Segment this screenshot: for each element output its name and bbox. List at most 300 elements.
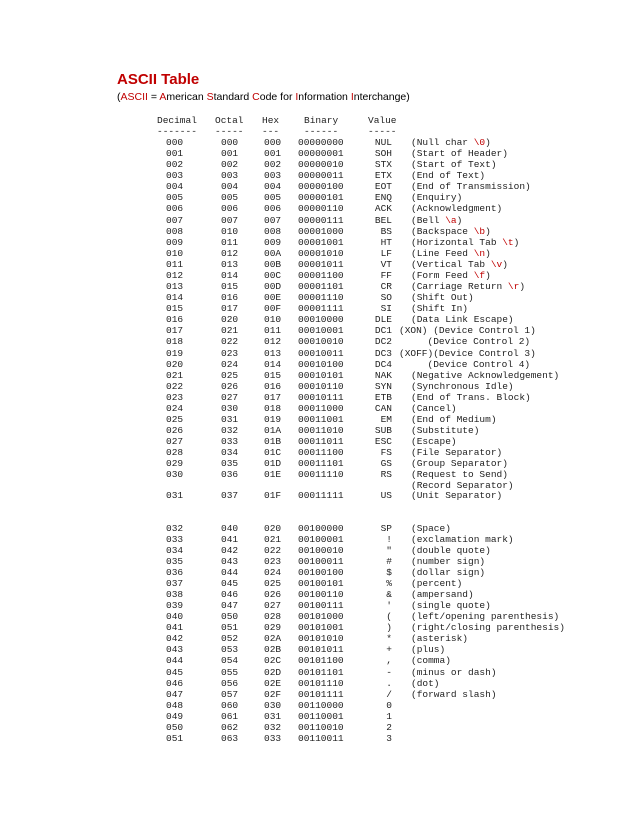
octal-cell: 036: [221, 469, 239, 481]
header-octal: Octal: [215, 115, 244, 126]
value-cell: DC4: [374, 358, 392, 370]
octal-cell: 023: [221, 347, 239, 359]
octal-cell: 016: [221, 292, 239, 304]
decimal-cell: 001: [166, 148, 184, 160]
binary-cell: 00110000: [298, 699, 344, 711]
description-text: (minus or dash): [411, 666, 497, 678]
decimal-cell: 024: [166, 402, 184, 414]
escape-sequence: \v: [490, 258, 503, 270]
hex-cell: 01F: [264, 490, 282, 501]
table-row: [0, 215, 638, 226]
decimal-cell: 028: [166, 447, 184, 459]
table-row: [0, 325, 638, 336]
octal-cell: 022: [221, 336, 239, 348]
octal-cell: 062: [221, 721, 239, 733]
decimal-cell: 039: [166, 600, 184, 612]
decimal-cell: 022: [166, 380, 184, 392]
hex-cell: 024: [264, 567, 282, 579]
hex-cell: 02D: [264, 666, 282, 678]
binary-cell: 00000011: [298, 170, 344, 182]
table-row: [0, 678, 638, 689]
hex-cell: 029: [264, 622, 282, 634]
binary-cell: 00101101: [298, 666, 344, 678]
escape-sequence: \f: [473, 269, 486, 281]
decimal-cell: 049: [166, 710, 184, 722]
hex-cell: 00E: [264, 292, 282, 304]
hex-cell: 001: [264, 148, 282, 160]
description-text: (Data Link Escape): [411, 314, 514, 326]
description-text: (End of Medium): [411, 414, 497, 425]
description-text: (comma): [411, 655, 451, 667]
binary-cell: 00000010: [298, 159, 344, 171]
description-cell: [411, 556, 485, 567]
description-text: (Start of Header): [411, 148, 508, 160]
table-row: [0, 545, 638, 556]
header-binary: Binary: [304, 115, 339, 126]
decimal-cell: 008: [166, 225, 184, 237]
hex-cell: 015: [264, 369, 282, 381]
description-text: (Start of Text): [411, 159, 497, 171]
description-text: (left/opening parenthesis): [411, 611, 560, 623]
description-cell: [411, 490, 502, 501]
table-row: [0, 281, 638, 292]
description-cell: [411, 469, 508, 480]
decimal-cell: 012: [166, 269, 184, 281]
subtitle-segment: ASCII: [120, 91, 148, 103]
octal-cell: 043: [221, 556, 239, 568]
octal-cell: 021: [221, 325, 239, 337]
description-close: ): [485, 137, 491, 148]
table-row: [0, 711, 638, 722]
octal-cell: 052: [221, 633, 239, 645]
table-row: [0, 689, 638, 700]
hex-cell: 02A: [264, 633, 282, 645]
value-cell: -: [386, 666, 392, 678]
binary-cell: 00010100: [298, 358, 344, 370]
subtitle-segment: C: [252, 91, 260, 103]
table-row: [0, 303, 638, 314]
table-row: [0, 425, 638, 436]
binary-cell: 00010001: [298, 325, 344, 337]
description-text: (Enquiry): [411, 192, 463, 204]
hex-cell: 014: [264, 358, 282, 370]
value-cell: *: [386, 633, 392, 645]
description-text: (dot): [411, 677, 440, 689]
binary-cell: 00100011: [298, 556, 344, 568]
description-text: (Request to Send): [411, 469, 508, 481]
binary-cell: 00011101: [298, 458, 344, 470]
value-cell: DLE: [374, 314, 392, 326]
value-cell: ': [386, 600, 392, 612]
value-cell: %: [386, 578, 392, 590]
decimal-cell: 045: [166, 666, 184, 678]
binary-cell: 00001101: [298, 281, 344, 293]
decimal-cell: 015: [166, 303, 184, 315]
octal-cell: 027: [221, 391, 239, 403]
description-text: (right/closing parenthesis): [411, 622, 565, 634]
hex-cell: 003: [264, 170, 282, 182]
description-text: (File Separator): [411, 447, 503, 459]
description-text: (Cancel): [411, 402, 457, 414]
description-text: (End of Transmission): [411, 181, 531, 193]
description-text: (exclamation mark): [411, 534, 514, 546]
octal-cell: 003: [221, 170, 239, 182]
value-cell: 3: [386, 732, 392, 744]
binary-cell: 00010000: [298, 314, 344, 326]
table-row: [0, 556, 638, 567]
description-cell: [411, 237, 519, 248]
table-row: [0, 192, 638, 203]
table-row: [0, 733, 638, 744]
value-cell: #: [386, 556, 392, 568]
binary-cell: 00110011: [298, 732, 344, 744]
decimal-cell: 043: [166, 644, 184, 656]
hex-cell: 033: [264, 732, 282, 744]
decimal-cell: 037: [166, 578, 184, 590]
hex-cell: 01C: [264, 447, 282, 459]
hex-cell: 02F: [264, 688, 282, 700]
octal-cell: 047: [221, 600, 239, 612]
table-row: [0, 414, 638, 425]
value-cell: 2: [386, 721, 392, 733]
hex-cell: 012: [264, 336, 282, 348]
description-cell: [411, 392, 531, 403]
octal-cell: 006: [221, 203, 239, 215]
decimal-cell: 033: [166, 534, 184, 546]
hex-cell: 022: [264, 545, 282, 557]
subtitle-segment: tandard: [213, 91, 253, 103]
subtitle-segment: A: [159, 91, 167, 103]
description-text: (XON) (Device Control 1): [399, 325, 536, 337]
decimal-cell: 027: [166, 436, 184, 448]
description-close: ): [485, 247, 491, 259]
subtitle-segment: S: [206, 91, 214, 103]
description-text: (Substitute): [411, 425, 480, 437]
value-cell: LF: [380, 247, 392, 259]
decimal-cell: 040: [166, 611, 184, 623]
subtitle-segment: nformation: [298, 91, 351, 103]
binary-cell: 00011001: [298, 414, 344, 425]
octal-cell: 015: [221, 281, 239, 293]
binary-cell: 00011111: [298, 490, 344, 501]
value-cell: ESC: [374, 436, 392, 448]
decimal-cell: 002: [166, 159, 184, 171]
binary-cell: 00011000: [298, 402, 344, 414]
hex-cell: 004: [264, 181, 282, 193]
decimal-cell: 011: [166, 258, 184, 270]
table-row: [0, 314, 638, 325]
binary-cell: 00001111: [298, 303, 344, 315]
table-row: [0, 148, 638, 159]
binary-cell: 00001110: [298, 292, 344, 304]
hex-cell: 032: [264, 721, 282, 733]
binary-cell: 00101001: [298, 622, 344, 634]
octal-cell: 000: [221, 137, 239, 148]
description-text: (Space): [411, 523, 451, 534]
value-cell: SUB: [374, 425, 392, 437]
description-text: (forward slash): [411, 688, 497, 700]
description-cell: [411, 447, 502, 458]
table-row: [0, 248, 638, 259]
value-cell: SP: [380, 523, 392, 534]
value-cell: $: [386, 567, 392, 579]
table-row: [0, 381, 638, 392]
description-cell: [411, 436, 457, 447]
description-text: (Device Control 2): [399, 336, 531, 348]
binary-cell: 00100001: [298, 534, 344, 546]
description-cell: [411, 655, 451, 666]
decimal-cell: 036: [166, 567, 184, 579]
description-cell: [411, 248, 491, 259]
decimal-cell: 009: [166, 236, 184, 248]
table-row: [0, 348, 638, 359]
description-cell: [411, 192, 462, 203]
value-cell: ETB: [374, 391, 392, 403]
decimal-cell: 016: [166, 314, 184, 326]
octal-cell: 010: [221, 225, 239, 237]
description-cell: [411, 667, 497, 678]
description-cell: [411, 370, 559, 381]
description-cell: [411, 622, 565, 633]
escape-sequence: \r: [507, 281, 520, 293]
description-text: (End of Trans. Block): [411, 391, 531, 403]
octal-cell: 031: [221, 414, 239, 425]
octal-cell: 007: [221, 214, 239, 226]
escape-sequence: \a: [445, 214, 457, 226]
decimal-cell: 029: [166, 458, 184, 470]
description-text: (Null char: [411, 137, 474, 148]
decimal-cell: 005: [166, 192, 184, 204]
decimal-cell: 047: [166, 688, 184, 700]
decimal-cell: 020: [166, 358, 184, 370]
octal-cell: 060: [221, 699, 239, 711]
table-row: [0, 270, 638, 281]
octal-cell: 046: [221, 589, 239, 601]
underline-binary: ------: [304, 126, 339, 137]
decimal-cell: 051: [166, 732, 184, 744]
escape-sequence: \n: [473, 247, 486, 259]
description-text: (Shift In): [411, 303, 469, 315]
description-text: (percent): [411, 578, 463, 590]
value-cell: +: [386, 644, 392, 656]
underline-decimal: -------: [157, 126, 197, 137]
binary-cell: 00100100: [298, 567, 344, 579]
subtitle-segment: =: [147, 91, 160, 103]
value-cell: US: [380, 490, 392, 501]
description-cell: [411, 534, 514, 545]
description-cell: [411, 458, 508, 469]
octal-cell: 024: [221, 358, 239, 370]
hex-cell: 00F: [264, 303, 282, 315]
value-cell: DC1: [374, 325, 392, 337]
value-cell: CR: [380, 281, 392, 293]
description-cell: [411, 314, 514, 325]
hex-cell: 030: [264, 699, 282, 711]
table-row: [0, 292, 638, 303]
decimal-cell: 026: [166, 425, 184, 437]
hex-cell: 01D: [264, 458, 282, 470]
value-cell: !: [386, 534, 392, 546]
decimal-cell: 017: [166, 325, 184, 337]
description-cell: [411, 545, 491, 556]
octal-cell: 014: [221, 269, 239, 281]
description-cell: [411, 600, 491, 611]
binary-cell: 00100000: [298, 523, 344, 534]
binary-cell: 00110001: [298, 710, 344, 722]
underline-value: -----: [368, 126, 397, 137]
binary-cell: 00000101: [298, 192, 344, 204]
hex-cell: 02C: [264, 655, 282, 667]
table-row: [0, 370, 638, 381]
value-cell: EOT: [374, 181, 392, 193]
description-cell: [411, 215, 462, 226]
hex-cell: 01A: [264, 425, 282, 437]
value-cell: SI: [380, 303, 392, 315]
octal-cell: 037: [221, 490, 239, 501]
description-text: (Synchronous Idle): [411, 380, 514, 392]
description-cell: [411, 226, 491, 237]
binary-cell: 00001001: [298, 236, 344, 248]
binary-cell: 00011100: [298, 447, 344, 459]
binary-cell: 00010110: [298, 380, 344, 392]
binary-cell: 00101010: [298, 633, 344, 645]
table-row: [0, 403, 638, 414]
escape-sequence: \t: [502, 236, 514, 248]
value-cell: VT: [380, 258, 392, 270]
value-cell: HT: [380, 236, 392, 248]
binary-cell: 00001011: [298, 258, 344, 270]
table-row: [0, 633, 638, 644]
hex-cell: 01E: [264, 469, 282, 481]
hex-cell: 031: [264, 710, 282, 722]
octal-cell: 034: [221, 447, 239, 459]
description-text: (dollar sign): [411, 567, 486, 579]
hex-cell: 00D: [264, 281, 282, 293]
hex-cell: 009: [264, 236, 282, 248]
binary-cell: 00000110: [298, 203, 344, 215]
octal-cell: 005: [221, 192, 239, 204]
hex-cell: 025: [264, 578, 282, 590]
table-row: [0, 523, 638, 534]
octal-cell: 002: [221, 159, 239, 171]
description-cell: [411, 292, 474, 303]
value-cell: 1: [386, 710, 392, 722]
hex-cell: 011: [264, 325, 282, 337]
description-text: (Bell: [411, 214, 446, 226]
octal-cell: 033: [221, 436, 239, 448]
description-text: (Horizontal Tab: [411, 236, 503, 248]
description-cell: [411, 137, 491, 148]
octal-cell: 032: [221, 425, 239, 437]
hex-cell: 007: [264, 214, 282, 226]
header-decimal: Decimal: [157, 115, 197, 126]
header-value: Value: [368, 115, 397, 126]
octal-cell: 063: [221, 732, 239, 744]
value-cell: ": [386, 545, 392, 557]
table-row: [0, 458, 638, 469]
table-row: [0, 226, 638, 237]
octal-cell: 044: [221, 567, 239, 579]
description-cell: [411, 381, 514, 392]
description-text: (single quote): [411, 600, 491, 612]
decimal-cell: 031: [166, 490, 184, 501]
description-text: (Group Separator): [411, 458, 508, 470]
table-row: [0, 589, 638, 600]
description-text: (Unit Separator): [411, 490, 503, 501]
value-cell: SO: [380, 292, 392, 304]
subtitle-segment: I: [295, 91, 299, 103]
table-row: [0, 667, 638, 678]
hex-cell: 02E: [264, 677, 282, 689]
binary-cell: 00001100: [298, 269, 344, 281]
value-cell: SYN: [374, 380, 392, 392]
description-cell: [399, 336, 530, 347]
binary-cell: 00101011: [298, 644, 344, 656]
octal-cell: 053: [221, 644, 239, 656]
value-cell: ,: [386, 655, 392, 667]
hex-cell: 00A: [264, 247, 282, 259]
subtitle-segment: ode for: [259, 91, 296, 103]
hex-cell: 028: [264, 611, 282, 623]
octal-cell: 061: [221, 710, 239, 722]
binary-cell: 00100111: [298, 600, 344, 612]
binary-cell: 00010111: [298, 391, 344, 403]
description-close: ): [485, 225, 491, 237]
description-cell: [411, 567, 485, 578]
octal-cell: 017: [221, 303, 239, 315]
description-close: ): [502, 258, 508, 270]
subtitle-segment: merican: [166, 91, 207, 103]
hex-cell: 000: [264, 137, 282, 148]
description-text: (End of Text): [411, 170, 486, 182]
description-close: ): [456, 214, 463, 226]
octal-cell: 042: [221, 545, 239, 557]
decimal-cell: 042: [166, 633, 184, 645]
binary-cell: 00011010: [298, 425, 344, 437]
binary-cell: 00010010: [298, 336, 344, 348]
table-row: [0, 700, 638, 711]
value-cell: GS: [380, 458, 392, 470]
octal-cell: 056: [221, 677, 239, 689]
value-cell: EM: [380, 414, 392, 425]
table-row: [0, 567, 638, 578]
binary-cell: 00011110: [298, 469, 344, 481]
table-row: [0, 436, 638, 447]
table-row: [0, 722, 638, 733]
description-cell: [411, 644, 445, 655]
description-text: (asterisk): [411, 633, 469, 645]
description-text: (XOFF)(Device Control 3): [399, 347, 536, 359]
table-row: [0, 447, 638, 458]
description-cell: [411, 159, 497, 170]
decimal-cell: 006: [166, 203, 184, 215]
table-row: [0, 392, 638, 403]
hex-cell: 023: [264, 556, 282, 568]
binary-cell: 00101100: [298, 655, 344, 667]
octal-cell: 054: [221, 655, 239, 667]
binary-cell: 00101000: [298, 611, 344, 623]
description-text: (ampersand): [411, 589, 474, 601]
decimal-cell: 025: [166, 414, 184, 425]
value-cell: SOH: [374, 148, 392, 160]
hex-cell: 020: [264, 523, 282, 534]
octal-cell: 055: [221, 666, 239, 678]
value-cell: FF: [380, 269, 392, 281]
value-cell: CAN: [374, 402, 392, 414]
description-cell: [411, 203, 502, 214]
binary-cell: 00101111: [298, 688, 344, 700]
decimal-cell: 041: [166, 622, 184, 634]
